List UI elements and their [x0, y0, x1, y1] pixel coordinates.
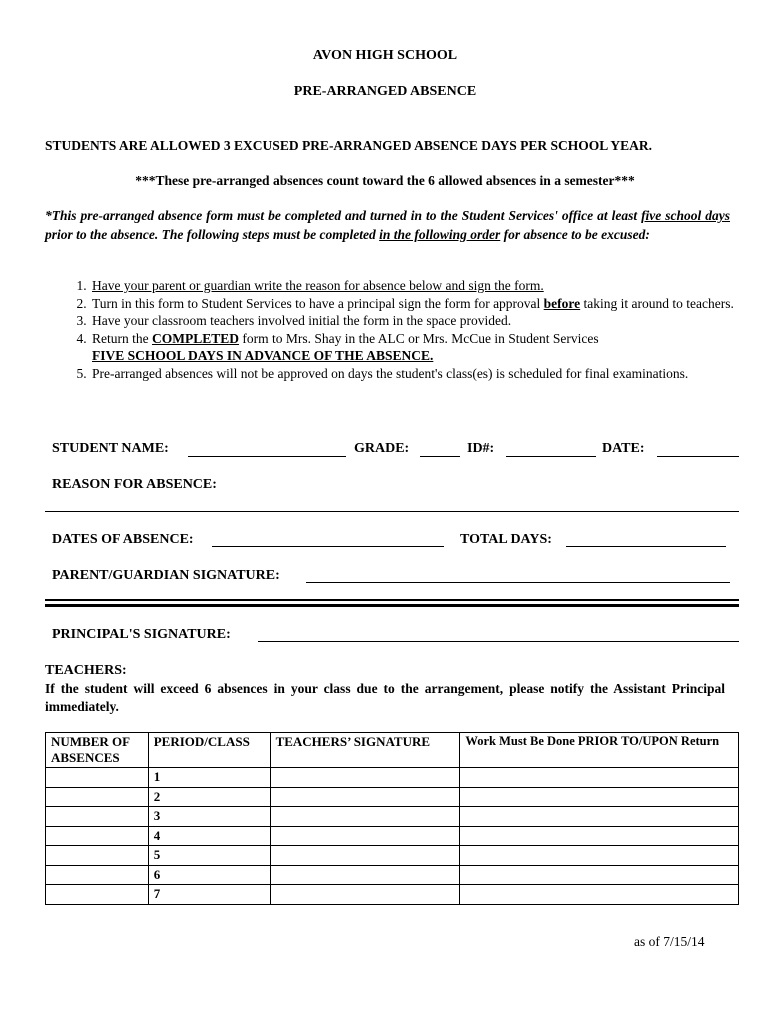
- divider-rule: [45, 599, 739, 601]
- id-label: ID#:: [467, 441, 495, 456]
- id-field[interactable]: [506, 456, 596, 457]
- grade-label: GRADE:: [354, 441, 410, 456]
- period-cell: 3: [148, 807, 270, 827]
- column-header: PERIOD/CLASS: [148, 733, 270, 768]
- absences-cell[interactable]: [46, 865, 149, 885]
- table-row: [46, 846, 739, 866]
- reason-label: REASON FOR ABSENCE:: [52, 477, 217, 492]
- work-cell[interactable]: [460, 807, 739, 827]
- work-cell[interactable]: [460, 768, 739, 788]
- list-item: 1. Have your parent or guardian write the reason for absence below and sign the form.: [90, 277, 740, 295]
- teachers-instructions: If the student will exceed 6 absences in your class due to the arrangement, please notify the Assistant Principal immediately.: [45, 681, 725, 714]
- column-header: Work Must Be Done PRIOR TO/UPON Return: [460, 733, 739, 768]
- total-days-field[interactable]: [566, 546, 726, 547]
- column-header: NUMBER OF ABSENCES: [46, 733, 149, 768]
- student-name-field[interactable]: [188, 456, 346, 457]
- dates-of-absence-label: DATES OF ABSENCE:: [52, 532, 194, 547]
- list-item: 4. Return the COMPLETED form to Mrs. Shay in the ALC or Mrs. McCue in Student Services FIVE SCHOOL DAYS IN ADVANCE OF THE ABSENCE.: [90, 330, 740, 365]
- work-cell[interactable]: [460, 846, 739, 866]
- table-header-row: [46, 733, 739, 768]
- in-order-emphasis: in the following order: [379, 227, 501, 242]
- period-cell: 2: [148, 787, 270, 807]
- intro-instructions: *This pre-arranged absence form must be completed and turned in to the Student Services' office at least five school days prior to the absence. The following steps must be completed in the following order for absence to be excused:: [45, 208, 730, 242]
- list-item: 5. Pre-arranged absences will not be approved on days the student's class(es) is scheduled for final examinations.: [90, 365, 740, 383]
- absences-cell[interactable]: [46, 787, 149, 807]
- dates-of-absence-field[interactable]: [212, 546, 444, 547]
- signature-cell[interactable]: [270, 826, 460, 846]
- period-cell: 6: [148, 865, 270, 885]
- list-item: 2. Turn in this form to Student Services to have a principal sign the form for approval before taking it around to teachers.: [90, 295, 740, 313]
- column-header: TEACHERS’ SIGNATURE: [270, 733, 460, 768]
- work-cell[interactable]: [460, 826, 739, 846]
- absences-cell[interactable]: [46, 768, 149, 788]
- policy-semester-note: ***These pre-arranged absences count toward the 6 allowed absences in a semester***: [135, 173, 635, 188]
- absences-cell[interactable]: [46, 885, 149, 905]
- signature-cell[interactable]: [270, 846, 460, 866]
- signature-cell[interactable]: [270, 865, 460, 885]
- list-item: 3. Have your classroom teachers involved initial the form in the space provided.: [90, 312, 740, 330]
- signature-cell[interactable]: [270, 807, 460, 827]
- absences-cell[interactable]: [46, 826, 149, 846]
- reason-field[interactable]: [45, 511, 739, 512]
- work-cell[interactable]: [460, 787, 739, 807]
- table-row: [46, 768, 739, 788]
- principal-signature-label: PRINCIPAL'S SIGNATURE:: [52, 627, 231, 642]
- work-cell[interactable]: [460, 885, 739, 905]
- signature-cell[interactable]: [270, 885, 460, 905]
- date-field[interactable]: [657, 456, 739, 457]
- period-cell: 4: [148, 826, 270, 846]
- period-cell: 1: [148, 768, 270, 788]
- form-title: PRE-ARRANGED ABSENCE: [293, 84, 477, 99]
- divider-rule: [45, 604, 739, 607]
- school-name: AVON HIGH SCHOOL: [312, 48, 458, 63]
- parent-signature-label: PARENT/GUARDIAN SIGNATURE:: [52, 568, 280, 583]
- table-row: [46, 865, 739, 885]
- signature-cell[interactable]: [270, 787, 460, 807]
- teacher-signature-table: [45, 732, 739, 905]
- table-row: [46, 787, 739, 807]
- table-row: [46, 807, 739, 827]
- absences-cell[interactable]: [46, 807, 149, 827]
- period-cell: 7: [148, 885, 270, 905]
- steps-list: [62, 277, 740, 383]
- teachers-heading: TEACHERS:: [45, 663, 127, 678]
- absences-cell[interactable]: [46, 846, 149, 866]
- date-label: DATE:: [602, 441, 645, 456]
- table-row: [46, 826, 739, 846]
- principal-signature-field[interactable]: [258, 641, 739, 642]
- revision-date: as of 7/15/14: [634, 934, 705, 949]
- five-school-days-emphasis: five school days: [641, 208, 730, 223]
- policy-allowed-days: STUDENTS ARE ALLOWED 3 EXCUSED PRE-ARRANGED ABSENCE DAYS PER SCHOOL YEAR.: [45, 138, 652, 153]
- signature-cell[interactable]: [270, 768, 460, 788]
- work-cell[interactable]: [460, 865, 739, 885]
- total-days-label: TOTAL DAYS:: [460, 532, 552, 547]
- grade-field[interactable]: [420, 456, 460, 457]
- parent-signature-field[interactable]: [306, 582, 730, 583]
- table-row: [46, 885, 739, 905]
- student-name-label: STUDENT NAME:: [52, 441, 169, 456]
- period-cell: 5: [148, 846, 270, 866]
